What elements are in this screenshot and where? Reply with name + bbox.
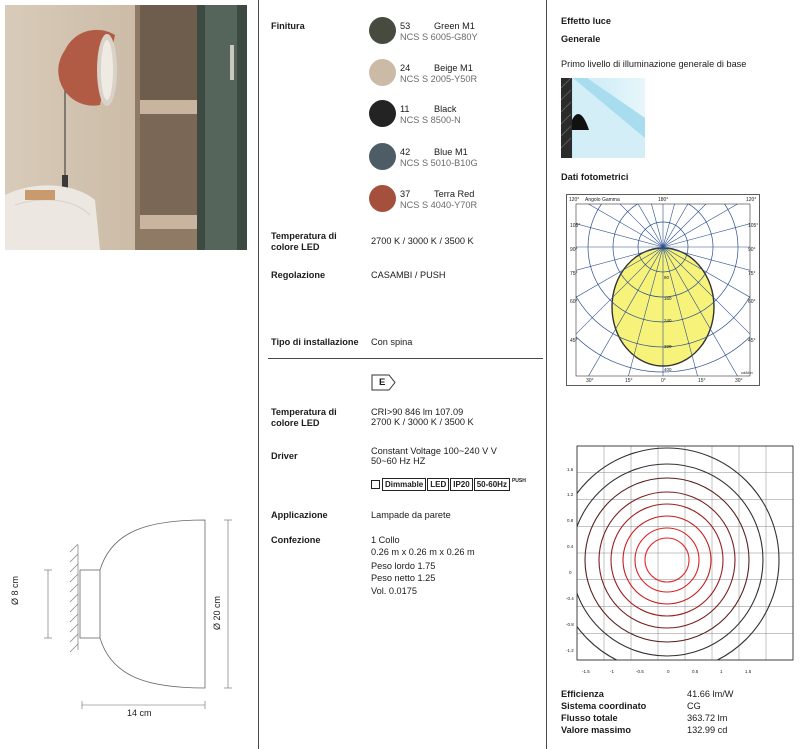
finish-name: Blue M1	[434, 147, 468, 157]
regulation-value: CASAMBI / PUSH	[371, 270, 446, 280]
isolux-x-tick-0: -1.5	[582, 669, 590, 674]
polar-top-right-angle: 120°	[746, 197, 757, 203]
polar-diagram	[566, 194, 760, 386]
light-effect-title: Effetto luce	[561, 16, 612, 26]
finish-swatch[interactable]	[369, 17, 396, 44]
isolux-bg	[565, 442, 800, 670]
finish-ncs: NCS S 4040-Y70R	[400, 200, 478, 210]
stat-coord-label: Sistema coordinato	[561, 701, 647, 711]
finish-name: Beige M1	[434, 63, 473, 73]
polar-top-left-angle: 120°	[569, 197, 580, 203]
stat-efficiency-value: 41.66 lm/W	[687, 689, 734, 699]
finish-label: Finitura	[271, 21, 305, 31]
finish-name: Terra Red	[434, 189, 475, 199]
polar-radial-80: 80	[664, 275, 670, 280]
dim-base-diameter: Ø 8 cm	[10, 575, 20, 605]
finish-code: 11	[400, 104, 410, 114]
polar-right-60: 60°	[748, 299, 756, 305]
polar-right-45: 45°	[748, 338, 756, 344]
isolux-x-tick-1: -1	[610, 669, 615, 674]
isolux-y-tick-5: -0.4	[566, 596, 574, 601]
energy-class-letter: E	[379, 377, 386, 388]
isolux-x-tick-2: -0.5	[636, 669, 644, 674]
stat-efficiency-label: Efficienza	[561, 689, 604, 699]
color-temp-label: Temperatura di colore LED	[271, 231, 337, 252]
polar-left-60: 60°	[570, 299, 578, 305]
packaging-line-2: Peso lordo 1.75	[371, 561, 436, 571]
finish-code: 37	[400, 189, 411, 199]
finish-ncs: NCS S 5010-B10G	[400, 158, 478, 168]
polar-top-center-angle: 180°	[658, 197, 669, 203]
polar-bottom-0: 0°	[661, 378, 666, 384]
isolux-diagram	[565, 442, 800, 670]
dim-depth: 14 cm	[127, 708, 152, 718]
finish-swatch[interactable]	[369, 100, 396, 127]
polar-bottom-15l: 15°	[625, 378, 633, 384]
packaging-line-0: 1 Collo	[371, 535, 400, 545]
finish-code: 53	[400, 21, 411, 31]
badge-ip20: IP20	[450, 478, 472, 491]
stat-coord-value: CG	[687, 701, 701, 711]
isolux-y-tick-6: -0.8	[566, 622, 574, 627]
isolux-x-tick-4: 0.5	[692, 669, 699, 674]
application-value: Lampade da parete	[371, 510, 451, 520]
packaging-line-4: Vol. 0.0175	[371, 586, 417, 596]
driver-line2: 50~60 Hz HZ	[371, 456, 426, 466]
polar-bottom-30r: 30°	[735, 378, 743, 384]
light-effect-description: Primo livello di illuminazione generale di base	[561, 59, 747, 69]
color-temp-value: 2700 K / 3000 K / 3500 K	[371, 236, 474, 246]
application-label: Applicazione	[271, 510, 328, 520]
light-effect-subtitle: Generale	[561, 34, 601, 44]
isolux-y-tick-1: 1.2	[567, 492, 574, 497]
stat-flux-label: Flusso totale	[561, 713, 618, 723]
polar-bottom-30l: 30°	[586, 378, 594, 384]
badge-led: LED	[427, 478, 449, 491]
polar-axis-title: Angolo Gamma	[585, 197, 620, 203]
packaging-label: Confezione	[271, 535, 321, 545]
packaging-line-3: Peso netto 1.25	[371, 573, 436, 583]
isolux-x-tick-6: 1.5	[745, 669, 752, 674]
polar-unit: cd/klm	[741, 370, 753, 375]
finish-code: 42	[400, 147, 411, 157]
isolux-y-tick-2: 0.8	[567, 518, 574, 523]
polar-radial-320: 320	[664, 344, 672, 349]
install-label: Tipo di installazione	[271, 337, 359, 347]
driver-label: Driver	[271, 451, 298, 461]
polar-radial-160: 160	[664, 296, 672, 301]
polar-right-75: 75°	[748, 271, 756, 277]
polar-left-75: 75°	[570, 271, 578, 277]
stat-flux-value: 363.72 lm	[687, 713, 728, 723]
finish-swatch[interactable]	[369, 143, 396, 170]
dimension-drawing	[20, 510, 260, 720]
stat-max-value: 132.99 cd	[687, 725, 728, 735]
checkbox-icon	[371, 480, 380, 489]
finish-name: Black	[434, 104, 457, 114]
polar-right-90: 90°	[748, 247, 756, 253]
regulation-label: Regolazione	[271, 270, 326, 280]
stat-max-label: Valore massimo	[561, 725, 631, 735]
polar-bottom-15r: 15°	[698, 378, 706, 384]
polar-radial-400: 400	[664, 367, 672, 372]
driver-line1: Constant Voltage 100~240 V V	[371, 446, 497, 456]
packaging-line-1: 0.26 m x 0.26 m x 0.26 m	[371, 547, 475, 557]
product-photo	[5, 5, 247, 250]
isolux-y-tick-4: 0	[569, 570, 572, 575]
isolux-x-tick-3: 0	[667, 669, 670, 674]
isolux-x-tick-5: 1	[720, 669, 723, 674]
isolux-y-tick-0: 1.6	[567, 467, 574, 472]
polar-left-90: 90°	[570, 247, 578, 253]
polar-left-45: 45°	[570, 338, 578, 344]
led-line1: CRI>90 846 lm 107.09	[371, 407, 464, 417]
badge-row	[371, 478, 526, 491]
isolux-y-tick-7: -1.2	[566, 648, 574, 653]
badge-dimmable: Dimmable	[382, 478, 426, 491]
led-label: Temperatura di colore LED	[271, 407, 337, 428]
polar-left-105: 105°	[570, 223, 581, 229]
light-effect-diagram	[561, 78, 645, 158]
divider-spec	[268, 358, 543, 359]
badge-hz: 50-60Hz	[474, 478, 510, 491]
finish-swatch[interactable]	[369, 185, 396, 212]
install-value: Con spina	[371, 337, 413, 347]
finish-swatch[interactable]	[369, 59, 396, 86]
photometric-title: Dati fotometrici	[561, 172, 629, 182]
divider-right	[546, 0, 547, 749]
dim-shade-diameter: Ø 20 cm	[212, 595, 222, 630]
finish-name: Green M1	[434, 21, 475, 31]
finish-ncs: NCS S 8500-N	[400, 115, 461, 125]
finish-ncs: NCS S 2005-Y50R	[400, 74, 478, 84]
finish-ncs: NCS S 6005-G80Y	[400, 32, 478, 42]
led-line2: 2700 K / 3000 K / 3500 K	[371, 417, 474, 427]
isolux-y-tick-3: 0.4	[567, 544, 574, 549]
polar-right-105: 105°	[748, 223, 759, 229]
polar-radial-240: 240	[664, 318, 672, 323]
push-label: PUSH	[511, 477, 526, 484]
finish-code: 24	[400, 63, 411, 73]
